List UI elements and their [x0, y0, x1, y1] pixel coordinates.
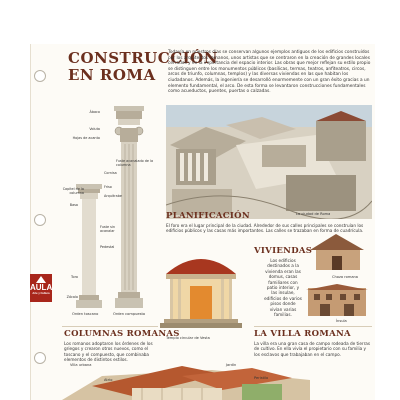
label-pedestal: Pedestal [100, 245, 115, 249]
label-basa: Basa [69, 203, 78, 207]
columnas-heading: COLUMNAS ROMANAS [64, 329, 180, 339]
insula-caption: Ínsula [336, 319, 347, 323]
label-arquitrabe: Arquitrabe [104, 194, 122, 198]
villa-label-jardin: Jardín [226, 363, 237, 367]
choza-caption: Choza romana [332, 275, 358, 279]
insula-illustration [306, 284, 368, 318]
label-fuste-acanalado: Fuste acanalado de la columna [116, 159, 154, 167]
villa-label-peristilo: Peristilo [254, 376, 269, 380]
columnas-text: Los romanos adoptaron los órdenes de los griegos y crearon otros nuevos, como el toscano y el compuesto, que combinaba elementos de distintos estilos. [64, 341, 153, 363]
aula-triangle-icon [36, 276, 46, 283]
label-hojas-acanto: Hojas de acanto [72, 136, 100, 140]
binder-hole-top [34, 70, 46, 82]
city-caption: La ciudad de Roma [296, 212, 331, 216]
choza-illustration [306, 232, 368, 272]
villa-label-atrio: Atrio [104, 378, 113, 382]
city-illustration [166, 105, 372, 219]
temple-caption: Templo circular de Vesta [166, 336, 210, 340]
binder-hole-middle [34, 214, 46, 226]
aula-logo [30, 274, 52, 302]
label-cornisa: Cornisa [104, 171, 117, 175]
divider-right [254, 326, 372, 327]
label-capitel: Capitel de la columna [62, 187, 84, 195]
caption-orden-toscano: Orden toscano [72, 312, 99, 316]
villa-heading: LA VILLA ROMANA [254, 329, 351, 339]
planificacion-heading: PLANIFICACIÓN [166, 211, 250, 221]
title-line-1: CONSTRUCCIÓN [68, 49, 218, 67]
planificacion-text: El foro era el lugar principal de la ciudad. Alrededor de sus calles principales se construían los edificios públicos y las casas más importantes. Las calles se trazaban en forma de cuadrícula. [166, 223, 364, 234]
villa-label-villa-urbana: Villa urbana [70, 363, 92, 367]
label-toro: Toro [71, 275, 78, 279]
label-abaco: Ábaco [89, 110, 100, 114]
page-title [68, 49, 218, 84]
label-voluta: Voluta [89, 127, 100, 131]
aula-logo-word: AULA [30, 283, 53, 292]
divider-left [62, 326, 158, 327]
label-zocalo: Zócalo [66, 295, 78, 299]
label-friso: Friso [104, 185, 112, 189]
viviendas-text: Los edificios destinados a la vivienda eran las domus, casas familiares con patio interior, y las insulae, edificios de varios pisos donde vivían varias familias. [264, 258, 302, 318]
temple-illustration [160, 244, 242, 334]
villa-text: La villa era una gran casa de campo rodeada de tierras de cultivo. En ella vivía el propietario con su familia y los esclavos que trabajaban en el campo. [254, 341, 371, 357]
viviendas-heading: VIVIENDAS [254, 246, 313, 256]
aula-logo-sub: Arte y Cultura [32, 292, 50, 295]
title-line-2: EN ROMA [68, 66, 156, 84]
caption-orden-compuesto: Orden compuesto [113, 312, 146, 316]
binder-hole-bottom [34, 352, 46, 364]
label-fuste-sin-acanalar: Fuste sin acanalar [100, 225, 116, 233]
intro-paragraph: Todavía en nuestros días se conservan algunos ejemplos antiguos de los edificios construidos por los arquitectos romanos, unos artistas que se centraron en la creación de grandes locales cerrados y en la importancia del espacio interior. Las obras que mejor reflejan su estilo propio se distinguen entre los monumentos públicos (basílicas, termas, teatros, anfiteatros, circos, arcos de triunfo, columnas, templos) y las diversas viviendas en las que habitan los ciudadanos. Además, la ingeniería se desarrolló enormemente con un gran éxito gracias a un elemento fundamental, el arco. De esta forma se levantaron construcciones fundamentales como acueductos, puentes, puertas o calzadas. [168, 50, 371, 95]
